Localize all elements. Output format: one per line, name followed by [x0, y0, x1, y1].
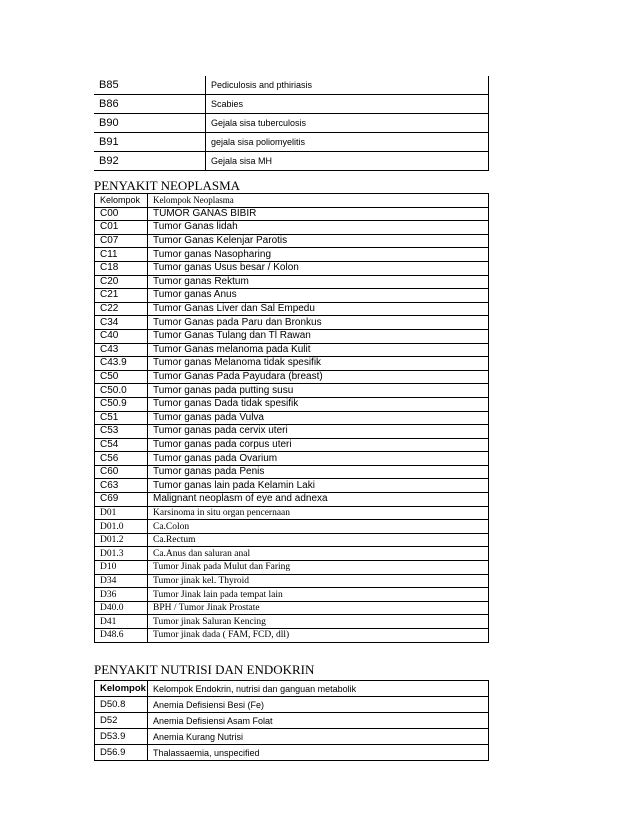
name-cell: Tumor ganas Anus: [148, 289, 489, 303]
name-cell: Tumor jinak kel. Thyroid: [148, 574, 489, 588]
table-row: [95, 713, 489, 729]
table-row: [95, 316, 489, 330]
header-code-cell: Kelompok: [95, 681, 148, 697]
table-row: [95, 629, 489, 643]
code-cell: C53: [95, 425, 148, 439]
name-cell: Gejala sisa MH: [206, 152, 489, 171]
code-cell: D36: [95, 588, 148, 602]
code-cell: C51: [95, 411, 148, 425]
code-cell: C63: [95, 479, 148, 493]
name-cell: Tumor Jinak pada Mulut dan Faring: [148, 561, 489, 575]
table-row: [95, 207, 489, 221]
name-cell: Tumor ganas pada Penis: [148, 465, 489, 479]
code-cell: D01.0: [95, 520, 148, 534]
name-cell: Tumor ganas Usus besar / Kolon: [148, 261, 489, 275]
name-cell: Tumor Ganas Tulang dan Tl Rawan: [148, 329, 489, 343]
table-row: [95, 588, 489, 602]
table-row: [95, 234, 489, 248]
name-cell: Gejala sisa tuberculosis: [206, 114, 489, 133]
table-row: [94, 76, 489, 95]
table-row: [95, 479, 489, 493]
code-cell: B90: [94, 114, 206, 133]
table-row: [95, 547, 489, 561]
name-cell: Tumor Ganas Kelenjar Parotis: [148, 234, 489, 248]
code-cell: C18: [95, 261, 148, 275]
code-cell: C43: [95, 343, 148, 357]
code-cell: C21: [95, 289, 148, 303]
code-cell: C50.0: [95, 384, 148, 398]
table-row: [95, 574, 489, 588]
name-cell: gejala sisa poliomyelitis: [206, 133, 489, 152]
code-cell: D40.0: [95, 601, 148, 615]
name-cell: Scabies: [206, 95, 489, 114]
code-cell: D52: [95, 713, 148, 729]
name-cell: TUMOR GANAS BIBIR: [148, 207, 489, 221]
name-cell: Ca.Anus dan saluran anal: [148, 547, 489, 561]
code-cell: B91: [94, 133, 206, 152]
code-cell: D01.2: [95, 533, 148, 547]
code-cell: D41: [95, 615, 148, 629]
table-row: [95, 411, 489, 425]
code-cell: D53.9: [95, 729, 148, 745]
code-cell: C60: [95, 465, 148, 479]
table-header-row: [95, 194, 489, 208]
table-row: [95, 425, 489, 439]
name-cell: Tumor ganas pada putting susu: [148, 384, 489, 398]
table-row: [95, 533, 489, 547]
table-row: [95, 384, 489, 398]
table-row: [95, 520, 489, 534]
name-cell: Tumor ganas pada corpus uteri: [148, 438, 489, 452]
code-cell: C50: [95, 370, 148, 384]
table-row: [95, 357, 489, 371]
code-cell: C00: [95, 207, 148, 221]
code-cell: D34: [95, 574, 148, 588]
table-row: [94, 95, 489, 114]
name-cell: Karsinoma in situ organ pencernaan: [148, 506, 489, 520]
table-row: [95, 438, 489, 452]
header-code-cell: Kelompok: [95, 194, 148, 208]
name-cell: Tumor Ganas Pada Payudara (breast): [148, 370, 489, 384]
nutrisi-table: [94, 680, 489, 761]
code-cell: C34: [95, 316, 148, 330]
code-cell: C11: [95, 248, 148, 262]
code-cell: D56.9: [95, 745, 148, 761]
table-row: [95, 452, 489, 466]
table-row: [94, 133, 489, 152]
table-row: [95, 370, 489, 384]
name-cell: Tumor Ganas melanoma pada Kulit: [148, 343, 489, 357]
name-cell: Ca.Colon: [148, 520, 489, 534]
neoplasma-section-title: PENYAKIT NEOPLASMA: [94, 178, 241, 193]
table-row: [95, 261, 489, 275]
code-cell: D48.6: [95, 629, 148, 643]
code-cell: B85: [94, 76, 206, 95]
table-row: [95, 465, 489, 479]
table-row: [95, 302, 489, 316]
name-cell: Tumor ganas Nasopharing: [148, 248, 489, 262]
table-row: [95, 561, 489, 575]
code-cell: C43.9: [95, 357, 148, 371]
code-cell: B92: [94, 152, 206, 171]
code-cell: C50.9: [95, 397, 148, 411]
code-cell: C56: [95, 452, 148, 466]
table-row: [95, 343, 489, 357]
table-row: [94, 114, 489, 133]
table-row: [95, 506, 489, 520]
top-code-table: [94, 76, 489, 171]
name-cell: Tumor Ganas lidah: [148, 221, 489, 235]
code-cell: C01: [95, 221, 148, 235]
name-cell: Malignant neoplasm of eye and adnexa: [148, 493, 489, 507]
name-cell: Pediculosis and pthiriasis: [206, 76, 489, 95]
code-cell: C22: [95, 302, 148, 316]
code-cell: D10: [95, 561, 148, 575]
name-cell: Tumor Jinak lain pada tempat lain: [148, 588, 489, 602]
table-row: [95, 329, 489, 343]
name-cell: Anemia Defisiensi Asam Folat: [148, 713, 489, 729]
table-row: [95, 397, 489, 411]
name-cell: Ca.Rectum: [148, 533, 489, 547]
table-header-row: [95, 681, 489, 697]
code-cell: D01.3: [95, 547, 148, 561]
header-name-cell: Kelompok Neoplasma: [148, 194, 489, 208]
name-cell: Anemia Kurang Nutrisi: [148, 729, 489, 745]
code-cell: C69: [95, 493, 148, 507]
code-cell: B86: [94, 95, 206, 114]
code-cell: C40: [95, 329, 148, 343]
table-row: [95, 248, 489, 262]
nutrisi-section-title: PENYAKIT NUTRISI DAN ENDOKRIN: [94, 662, 315, 677]
table-row: [95, 697, 489, 713]
name-cell: Tumor Ganas Liver dan Sal Empedu: [148, 302, 489, 316]
neoplasma-table: [94, 193, 489, 643]
header-name-cell: Kelompok Endokrin, nutrisi dan ganguan metabolik: [148, 681, 489, 697]
table-row: [95, 729, 489, 745]
name-cell: Tumor ganas Melanoma tidak spesifik: [148, 357, 489, 371]
name-cell: Thalassaemia, unspecified: [148, 745, 489, 761]
name-cell: Tumor ganas lain pada Kelamin Laki: [148, 479, 489, 493]
table-row: [94, 152, 489, 171]
name-cell: BPH / Tumor Jinak Prostate: [148, 601, 489, 615]
table-row: [95, 601, 489, 615]
code-cell: D50.8: [95, 697, 148, 713]
name-cell: Anemia Defisiensi Besi (Fe): [148, 697, 489, 713]
name-cell: Tumor jinak Saluran Kencing: [148, 615, 489, 629]
name-cell: Tumor jinak dada ( FAM, FCD, dll): [148, 629, 489, 643]
name-cell: Tumor ganas pada cervix uteri: [148, 425, 489, 439]
name-cell: Tumor ganas pada Vulva: [148, 411, 489, 425]
table-row: [95, 493, 489, 507]
table-row: [95, 289, 489, 303]
name-cell: Tumor ganas pada Ovarium: [148, 452, 489, 466]
name-cell: Tumor ganas Dada tidak spesifik: [148, 397, 489, 411]
name-cell: Tumor Ganas pada Paru dan Bronkus: [148, 316, 489, 330]
table-row: [95, 275, 489, 289]
table-row: [95, 745, 489, 761]
table-row: [95, 615, 489, 629]
code-cell: D01: [95, 506, 148, 520]
code-cell: C07: [95, 234, 148, 248]
code-cell: C20: [95, 275, 148, 289]
name-cell: Tumor ganas Rektum: [148, 275, 489, 289]
code-cell: C54: [95, 438, 148, 452]
table-row: [95, 221, 489, 235]
